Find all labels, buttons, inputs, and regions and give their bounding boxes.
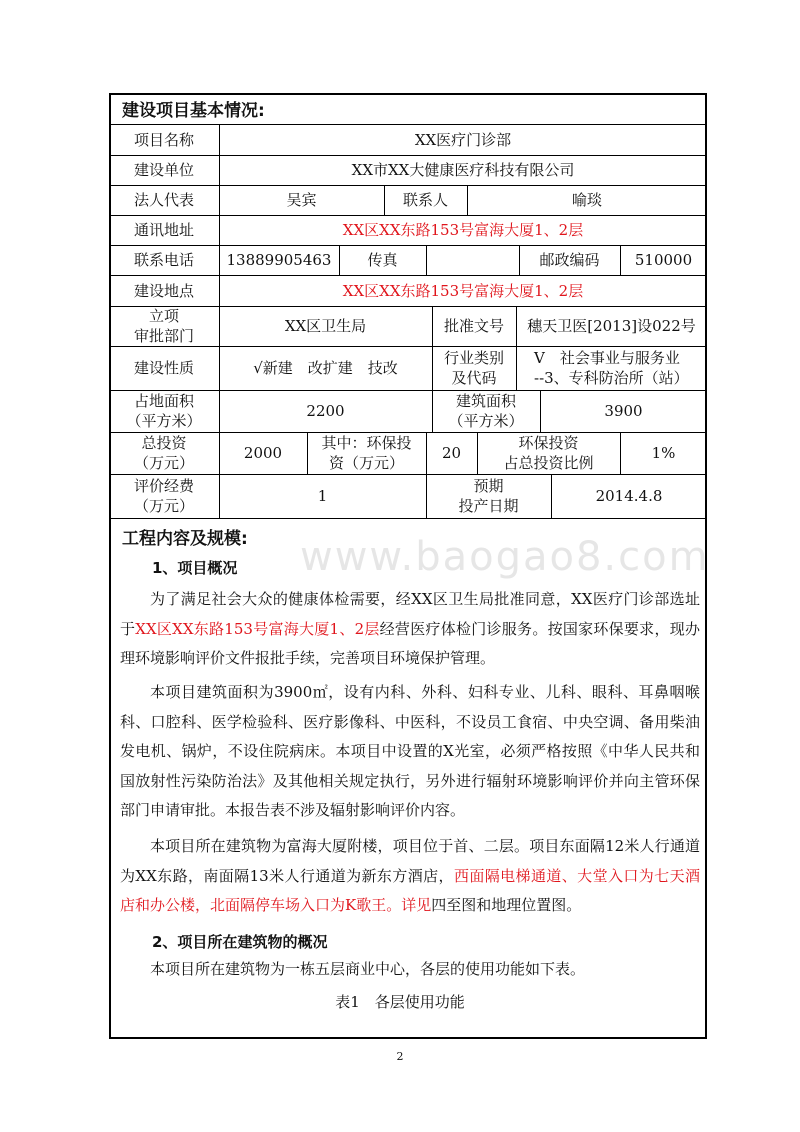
eval-cost-value: 1 <box>317 487 328 505</box>
ratio-label-line2: 占总投资比例 <box>503 454 594 472</box>
address-value: XX区XX东路153号富海大厦1、2层 <box>342 221 584 239</box>
ratio-value: 1% <box>651 444 676 462</box>
approval-no-label: 批准文号 <box>443 317 504 335</box>
date-value: 2014.4.8 <box>595 487 663 505</box>
page-number: 2 <box>396 1050 404 1063</box>
industry-value-line2: --3、专科防治所（站） <box>534 369 689 387</box>
site-value: XX区XX东路153号富海大厦1、2层 <box>342 281 584 300</box>
p3-text-b: 四至图和地理位置图。 <box>431 896 582 914</box>
nature-value: √新建 改扩建 技改 <box>253 359 398 377</box>
industry-value <box>516 346 707 390</box>
approval-dept-label-line2: 审批部门 <box>133 327 194 345</box>
contact-label: 联系人 <box>402 191 448 209</box>
industry-label-line1: 行业类别 <box>443 349 504 367</box>
row-divider <box>109 518 707 519</box>
invest-label-line2: （万元） <box>133 454 194 472</box>
eval-cost-label-line2: （万元） <box>133 497 194 515</box>
ratio-label-line1: 环保投资 <box>518 434 579 452</box>
env-invest-label <box>307 432 426 474</box>
build-area-label-line1: 建筑面积 <box>455 392 516 410</box>
date-label-line1: 预期 <box>473 477 504 495</box>
fax-value <box>426 245 519 275</box>
project-name-label: 项目名称 <box>133 130 194 149</box>
fax-label: 传真 <box>367 251 398 269</box>
subsection-building: 2、项目所在建筑物的概况 <box>152 933 328 951</box>
p4-text: 本项目所在建筑物为一栋五层商业中心，各层的使用功能如下表。 <box>150 960 586 978</box>
invest-value: 2000 <box>243 444 283 462</box>
build-area-label <box>432 390 540 432</box>
paragraph-overview-2 <box>120 678 700 826</box>
date-label <box>426 474 551 518</box>
legal-label: 法人代表 <box>133 191 194 209</box>
date-label-line2: 投产日期 <box>458 497 519 515</box>
watermark: www.baogao8.com <box>300 534 710 580</box>
approval-dept-label <box>109 306 219 346</box>
postal-value: 510000 <box>634 251 693 269</box>
form-header: 建设项目基本情况: <box>122 101 265 121</box>
env-invest-value: 20 <box>441 444 462 462</box>
eval-cost-label-line1: 评价经费 <box>133 477 194 495</box>
land-area-value: 2200 <box>306 402 345 420</box>
address-label: 通讯地址 <box>133 221 194 239</box>
approval-no-value: 穗天卫医[2013]设022号 <box>527 317 696 335</box>
site-label: 建设地点 <box>133 281 194 300</box>
phone-value: 13889905463 <box>226 251 332 269</box>
p1-text-b: 经营医疗体检门诊服务。按国家环保要求，现办理环境影响评价文件报批手续，完善项目环境保护管理。 <box>120 619 700 667</box>
project-name-value: XX医疗门诊部 <box>414 130 512 149</box>
invest-label-line1: 总投资 <box>141 434 187 452</box>
ratio-label <box>477 432 620 474</box>
unit-label: 建设单位 <box>133 161 194 179</box>
land-area-label-line2: （平方米） <box>126 412 202 430</box>
build-area-value: 3900 <box>604 402 643 420</box>
postal-label: 邮政编码 <box>539 251 600 269</box>
invest-label <box>109 432 219 474</box>
eval-cost-label <box>109 474 219 518</box>
p3-text-a: 本项目所在建筑物为富海大厦附楼，项目位于首、二层。项目东面隔12米人行通道为XX东路，南面隔13米人行通道为新东方酒店， <box>120 837 700 885</box>
approval-dept-value: XX区卫生局 <box>284 317 367 335</box>
approval-dept-label-line1: 立项 <box>148 307 179 325</box>
industry-value-line1: V 社会事业与服务业 <box>534 349 680 367</box>
industry-label <box>432 346 516 390</box>
env-invest-label-line1: 其中：环保投 <box>321 434 412 452</box>
paragraph-overview-1 <box>120 585 700 674</box>
unit-value: XX市XX大健康医疗科技有限公司 <box>351 161 575 179</box>
phone-label: 联系电话 <box>133 251 194 269</box>
land-area-label-line1: 占地面积 <box>133 392 194 410</box>
p1-text-a: 为了满足社会大众的健康体检需要，经XX区卫生局批准同意，XX医疗门诊部选址于 <box>120 590 700 638</box>
industry-label-line2: 及代码 <box>451 369 497 387</box>
paragraph-overview-3 <box>120 832 700 921</box>
p1-address: XX区XX东路153号富海大厦1、2层 <box>135 619 380 638</box>
env-invest-label-line2: 资（万元） <box>328 454 404 472</box>
contact-value: 喻琰 <box>571 191 602 209</box>
nature-label: 建设性质 <box>133 359 194 377</box>
legal-value: 吴宾 <box>286 191 317 209</box>
p3-red: 西面隔电梯通道、大堂入口为七天酒店和办公楼，北面隔停车场入口为K歌王。详见 <box>120 866 700 914</box>
p2-text: 本项目建筑面积为3900㎡，设有内科、外科、妇科专业、儿科、眼科、耳鼻咽喉科、口腔科、医学检验科、医疗影像科、中医科，不设员工食宿、中央空调、备用柴油发电机、锅炉，不设住院病床。本项目中设置的X光室，必须严格按照《中华人民共和国放射性污染防治法》及其他相关规定执行，另外进行辐射环境影响评价并向主管环保部门申请审批。本报告表不涉及辐射影响评价内容。 <box>120 683 700 819</box>
build-area-label-line2: （平方米） <box>448 412 524 430</box>
section-title: 工程内容及规模: <box>122 529 248 549</box>
land-area-label <box>109 390 219 432</box>
table-caption: 表1 各层使用功能 <box>335 993 465 1011</box>
paragraph-building <box>120 955 700 985</box>
subsection-overview: 1、项目概况 <box>152 559 238 577</box>
